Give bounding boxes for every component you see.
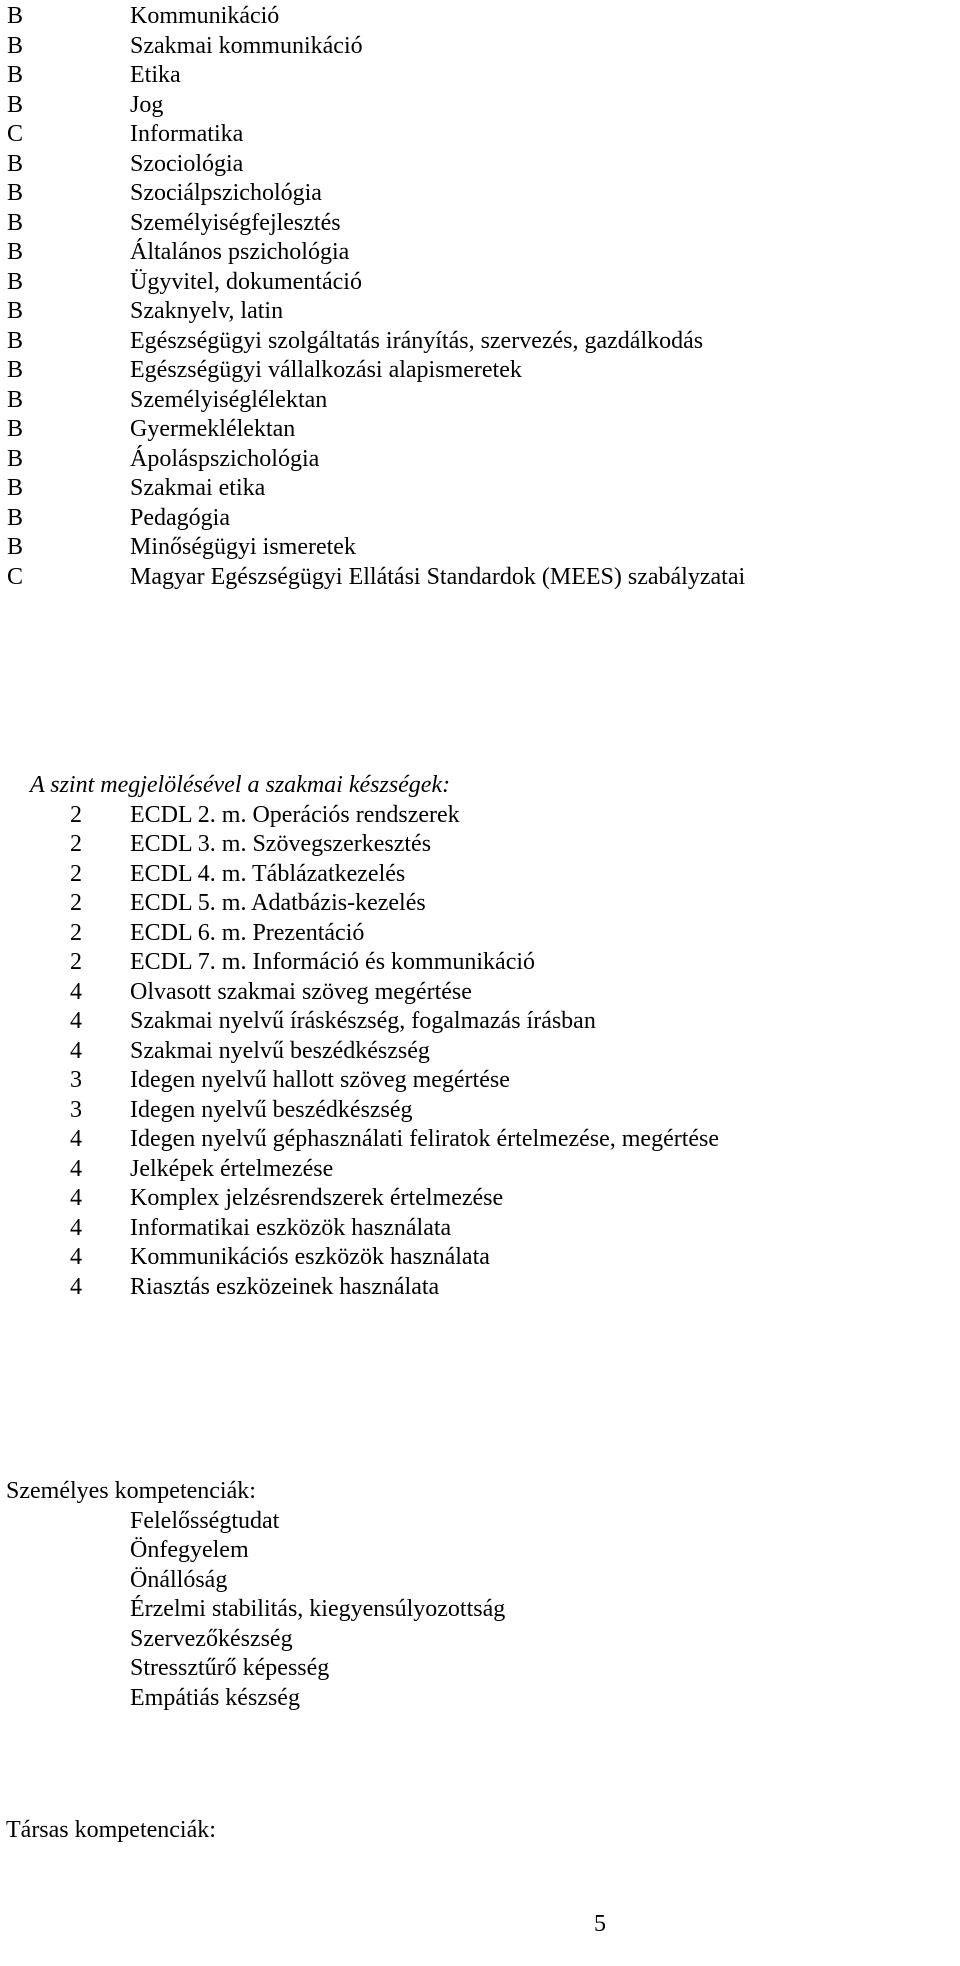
item-level: B	[7, 180, 24, 206]
item-text: Informatika	[130, 121, 244, 147]
item-text: Jelképek értelmezése	[130, 1155, 334, 1182]
page-number: 5	[594, 1911, 606, 1937]
list-item	[0, 2, 960, 32]
list-item	[0, 504, 960, 534]
list-item	[0, 1096, 960, 1126]
item-text: Stressztűrő képesség	[130, 1655, 330, 1681]
item-text: Szervezőkészség	[130, 1625, 293, 1652]
item-level: 4	[70, 1273, 82, 1300]
list-item	[0, 830, 960, 860]
item-level: B	[7, 416, 24, 442]
item-level: B	[7, 62, 24, 88]
item-text: Etika	[130, 62, 181, 88]
list-item	[0, 948, 960, 978]
item-text: Szociálpszichológia	[130, 180, 322, 206]
list-item	[0, 533, 960, 563]
item-text: Érzelmi stabilitás, kiegyensúlyozottság	[130, 1596, 506, 1622]
list-item	[0, 238, 960, 268]
item-level: 3	[70, 1067, 82, 1093]
item-level: 4	[70, 1008, 82, 1034]
item-level: 2	[70, 919, 82, 946]
item-level: C	[7, 563, 24, 590]
list-item	[0, 1214, 960, 1244]
item-text: Komplex jelzésrendszerek értelmezése	[130, 1185, 504, 1211]
list-item	[0, 1184, 960, 1214]
item-level: 4	[70, 978, 82, 1005]
social-heading-row	[0, 1816, 960, 1846]
item-text: Szakmai etika	[130, 475, 266, 501]
item-text: Ügyvitel, dokumentáció	[130, 268, 362, 295]
item-level: B	[7, 534, 24, 560]
item-level: 4	[70, 1126, 82, 1152]
item-text: Egészségügyi szolgáltatás irányítás, szervezés, gazdálkodás	[130, 327, 704, 354]
item-level: B	[7, 504, 24, 531]
item-level: 4	[70, 1214, 82, 1241]
item-text: Idegen nyelvű beszédkészség	[130, 1096, 413, 1123]
item-level: 4	[70, 1037, 82, 1064]
item-text: Empátiás készség	[130, 1684, 300, 1711]
list-item	[0, 1654, 960, 1684]
item-text: Riasztás eszközeinek használata	[130, 1273, 440, 1300]
list-item	[0, 919, 960, 949]
item-level: B	[7, 91, 24, 118]
list-item	[0, 32, 960, 62]
item-level: B	[7, 239, 24, 265]
item-level: 4	[70, 1244, 82, 1270]
list-item	[0, 61, 960, 91]
list-item	[0, 415, 960, 445]
item-level: 4	[70, 1155, 82, 1182]
list-item	[0, 91, 960, 121]
list-item	[0, 474, 960, 504]
item-level: B	[7, 357, 24, 383]
item-text: Pedagógia	[130, 504, 230, 531]
list-item	[0, 209, 960, 239]
item-level: B	[7, 327, 24, 354]
list-item	[0, 1273, 960, 1303]
list-item	[0, 1507, 960, 1537]
item-text: Minőségügyi ismeretek	[130, 534, 356, 560]
list-item	[0, 150, 960, 180]
item-text: Felelősségtudat	[130, 1507, 280, 1534]
list-item	[0, 445, 960, 475]
item-text: Szakmai nyelvű beszédkészség	[130, 1037, 430, 1064]
list-item	[0, 297, 960, 327]
list-item	[0, 1066, 960, 1096]
item-text: Informatikai eszközök használata	[130, 1214, 452, 1241]
skills-section	[0, 771, 960, 1302]
list-item	[0, 179, 960, 209]
list-item	[0, 1536, 960, 1566]
item-text: Általános pszichológia	[130, 239, 350, 265]
social-competencies-section	[0, 1816, 960, 1846]
item-text: Személyiséglélektan	[130, 386, 328, 413]
item-text: Önfegyelem	[130, 1537, 249, 1563]
list-item	[0, 563, 960, 593]
list-item	[0, 1595, 960, 1625]
list-item	[0, 268, 960, 298]
list-item	[0, 1125, 960, 1155]
item-text: Szociológia	[130, 150, 244, 177]
item-text: ECDL 5. m. Adatbázis-kezelés	[130, 890, 426, 916]
personal-heading: Személyes kompetenciák:	[6, 1478, 256, 1504]
item-text: Kommunikációs eszközök használata	[130, 1244, 490, 1270]
item-level: B	[7, 268, 24, 295]
item-level: C	[7, 121, 24, 147]
item-level: B	[7, 298, 24, 324]
item-level: 2	[70, 949, 82, 975]
list-item	[0, 1155, 960, 1185]
item-level: B	[7, 32, 24, 59]
list-item	[0, 1243, 960, 1273]
list-item	[0, 889, 960, 919]
skills-heading-row	[0, 771, 960, 801]
item-text: Gyermeklélektan	[130, 416, 296, 442]
item-text: Kommunikáció	[130, 3, 280, 29]
list-item	[0, 386, 960, 416]
item-text: ECDL 2. m. Operációs rendszerek	[130, 801, 460, 828]
item-level: 3	[70, 1096, 82, 1123]
list-item	[0, 1566, 960, 1596]
list-item	[0, 1684, 960, 1714]
item-level: 2	[70, 860, 82, 887]
skills-heading: A szint megjelölésével a szakmai készségek:	[30, 772, 451, 798]
subject-list	[0, 2, 960, 592]
item-level: 2	[70, 890, 82, 916]
item-text: Szaknyelv, latin	[130, 298, 284, 324]
item-text: Idegen nyelvű hallott szöveg megértése	[130, 1067, 510, 1093]
item-text: Magyar Egészségügyi Ellátási Standardok (MEES) szabályzatai	[130, 563, 746, 590]
item-text: ECDL 3. m. Szövegszerkesztés	[130, 831, 432, 857]
item-text: Önállóság	[130, 1566, 228, 1593]
item-level: B	[7, 150, 24, 177]
item-text: Szakmai nyelvű íráskészség, fogalmazás írásban	[130, 1008, 596, 1034]
item-text: Jog	[130, 91, 164, 118]
item-text: Személyiségfejlesztés	[130, 209, 341, 236]
item-text: Egészségügyi vállalkozási alapismeretek	[130, 357, 522, 383]
item-level: B	[7, 386, 24, 413]
list-item	[0, 1625, 960, 1655]
list-item	[0, 1007, 960, 1037]
item-level: 4	[70, 1185, 82, 1211]
item-text: ECDL 6. m. Prezentáció	[130, 919, 365, 946]
personal-competencies-section	[0, 1477, 960, 1713]
item-text: Olvasott szakmai szöveg megértése	[130, 978, 472, 1005]
list-item	[0, 356, 960, 386]
item-level: B	[7, 3, 24, 29]
item-level: 2	[70, 831, 82, 857]
list-item	[0, 1037, 960, 1067]
item-level: B	[7, 475, 24, 501]
list-item	[0, 978, 960, 1008]
item-text: ECDL 7. m. Információ és kommunikáció	[130, 949, 536, 975]
item-text: Szakmai kommunikáció	[130, 32, 363, 59]
social-heading: Társas kompetenciák:	[6, 1817, 216, 1843]
item-level: 2	[70, 801, 82, 828]
item-level: B	[7, 445, 24, 472]
item-level: B	[7, 209, 24, 236]
personal-heading-row	[0, 1477, 960, 1507]
item-text: Ápoláspszichológia	[130, 445, 320, 472]
item-text: Idegen nyelvű géphasználati feliratok értelmezése, megértése	[130, 1126, 720, 1152]
item-text: ECDL 4. m. Táblázatkezelés	[130, 860, 406, 887]
list-item	[0, 120, 960, 150]
list-item	[0, 801, 960, 831]
list-item	[0, 327, 960, 357]
list-item	[0, 860, 960, 890]
